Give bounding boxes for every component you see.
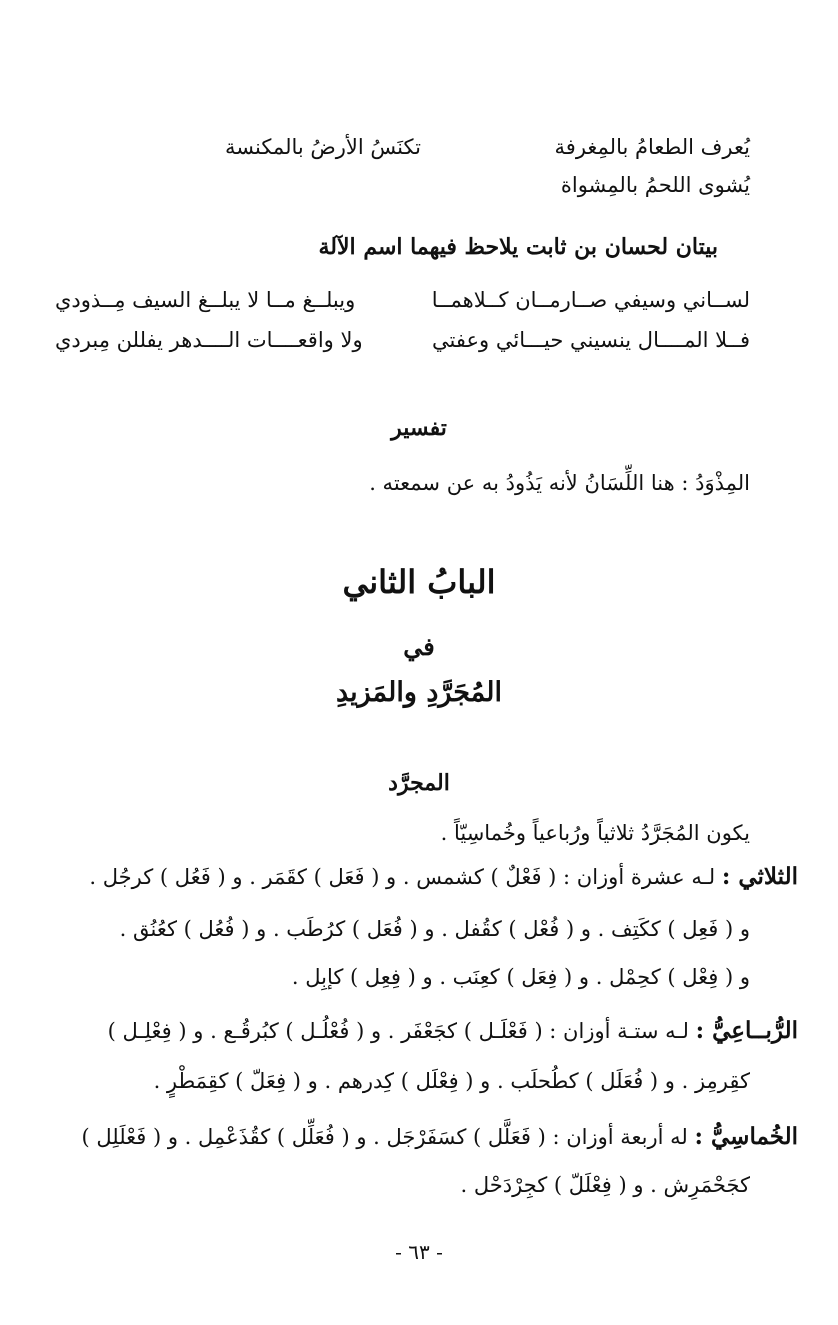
thulathi-line-3: و ( فِعْل ) كحِمْل . و ( فِعَل ) كعِنَب . و ( فِعِل ) كإبِل . [291,965,750,989]
chapter-sub-1: في [403,632,435,661]
verse-line-1-right: يُعرف الطعامُ بالمِغرفة [554,135,750,159]
verse-line-1-left: تكنَسُ الأرضُ بالمكنسة [225,135,421,159]
rubai-line-2: كقِرمِز . و ( فُعَلَل ) كطُحلَب . و ( فِعْلَل ) كِدرهم . و ( فِعَلّ ) كقِمَطْرٍ . [153,1069,750,1093]
mujarrad-intro: يكون المُجَرَّدُ ثلاثياً ورُباعياً وخُماسِيّاً . [440,821,750,845]
poem-bayt-2-right: فــلا المــــال ينسيني حيـــائي وعفتي [432,328,750,352]
thulathi-label: الثلاثي : [721,863,798,890]
khumasi-label: الخُماسِيُّ : [694,1123,798,1150]
rubai-text-1: لـه ستـة أوزان : ( فَعْلَـل ) كجَعْفَر . و ( فُعْلُـل ) كبُرقُـع . و ( فِعْلِـل ) [107,1019,689,1043]
khumasi-text-1: له أربعة أوزان : ( فَعَلَّل ) كسَفَرْجَل . و ( فُعَلِّل ) كقُذَعْمِل . و ( فَعْلَلِل ) [81,1125,688,1149]
verse-line-2-right: يُشوى اللحمُ بالمِشواة [560,173,750,197]
thulathi-line-2: و ( فَعِل ) ككَتِف . و ( فُعْل ) كقُفل . و ( فُعَل ) كرُطَب . و ( فُعُل ) كعُنُق . [119,917,750,941]
thulathi-line-1 [89,862,798,892]
page-number: - ٦٣ - [395,1240,443,1264]
rubai-label: الرُّبــاعِيُّ : [695,1017,798,1044]
thulathi-text-1: لـه عشرة أوزان : ( فَعْلٌ ) كشمس . و ( فَعَل ) كقَمَر . و ( فَعُل ) كرجُل . [89,865,716,889]
tafsir-heading: تفسير [391,415,447,441]
chapter-title: البابُ الثاني [342,563,496,601]
poem-bayt-1-left: ويبلــغ مــا لا يبلــغ السيف مِــذودي [55,288,356,312]
chapter-sub-2: المُجَرَّدِ والمَزيدِ [335,677,503,708]
khumasi-line-1 [81,1122,798,1152]
tafsir-text: المِذْوَدُ : هنا اللِّسَانُ لأنه يَذُودُ به عن سمعته . [369,471,750,495]
khumasi-line-2: كجَحْمَرِش . و ( فِعْلَلّ ) كجِرْدَحْل . [460,1173,750,1197]
mujarrad-heading: المجرَّد [388,770,450,796]
poem-bayt-2-left: ولا واقعــــات الــــدهر يفللن مِبردي [55,328,363,352]
rubai-line-1 [108,1016,798,1046]
poem-bayt-1-right: لســاني وسيفي صــارمــان كــلاهمــا [431,288,750,312]
poem-heading: بيتان لحسان بن ثابت يلاحظ فيهما اسم الآلة [318,234,718,260]
